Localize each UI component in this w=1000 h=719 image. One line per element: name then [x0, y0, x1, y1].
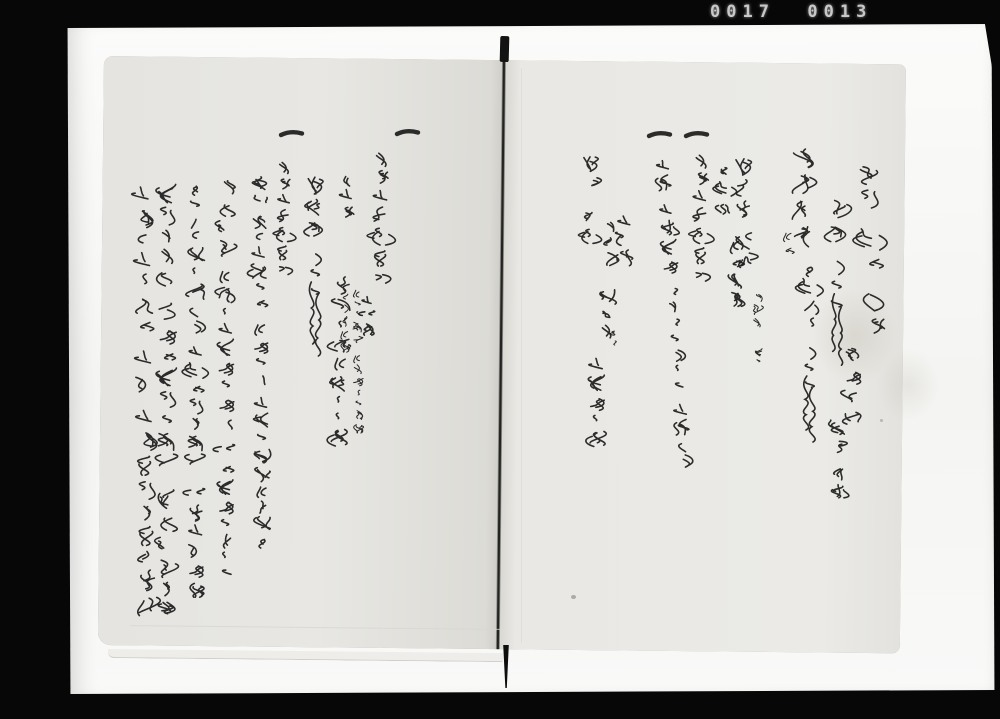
- paper-stain: [876, 348, 940, 422]
- crease-line-vertical: [521, 68, 522, 643]
- paper-speck: [880, 419, 883, 422]
- frame-counter: 0017 0013: [710, 2, 873, 22]
- paper-speck: [571, 595, 576, 599]
- book-spread: [98, 56, 906, 653]
- page-left: [98, 56, 503, 649]
- spine-thread-top: [500, 36, 510, 62]
